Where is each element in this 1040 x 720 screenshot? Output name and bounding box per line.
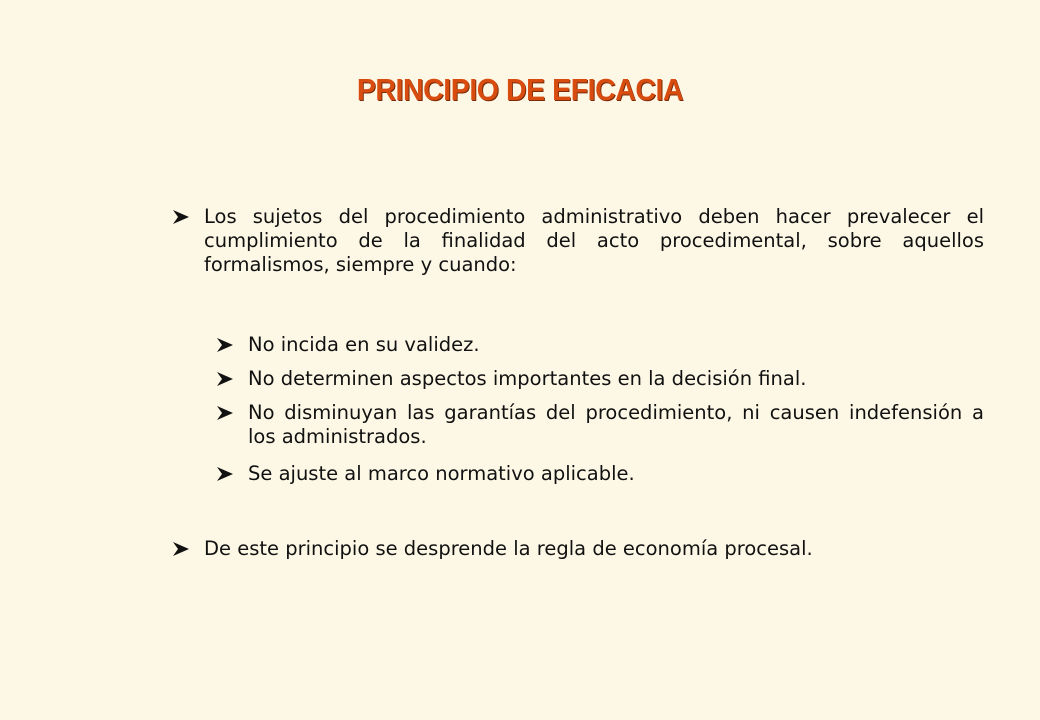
sub-bullet-item-2 bbox=[216, 367, 984, 391]
arrowhead-bullet-icon bbox=[216, 367, 248, 391]
bullet-item-main-2 bbox=[172, 537, 984, 561]
arrowhead-bullet-icon bbox=[172, 537, 204, 561]
slide-title: PRINCIPIO DE EFICACIA bbox=[356, 72, 684, 107]
arrowhead-bullet-icon bbox=[216, 333, 248, 357]
arrowhead-bullet-icon bbox=[172, 205, 204, 229]
arrowhead-bullet-icon bbox=[216, 462, 248, 486]
sub-bullet-item-4 bbox=[216, 462, 984, 486]
sub-bullet-text: Se ajuste al marco normativo aplicable. bbox=[248, 462, 635, 485]
sub-bullet-item-1 bbox=[216, 333, 984, 357]
bullet-item-main-1 bbox=[172, 205, 984, 277]
arrowhead-bullet-icon bbox=[216, 401, 248, 425]
sub-bullet-text: No disminuyan las garantías del procedimiento, ni causen indefensión a los administrados. bbox=[248, 401, 984, 448]
sub-bullet-item-3 bbox=[216, 401, 984, 449]
sub-bullet-text: No determinen aspectos importantes en la decisión final. bbox=[248, 367, 807, 390]
bullet-text: De este principio se desprende la regla de economía procesal. bbox=[204, 537, 813, 560]
bullet-text: Los sujetos del procedimiento administrativo deben hacer prevalecer el cumplimiento de la finalidad del acto procedimental, sobre aquellos formalismos, siempre y cuando: bbox=[204, 205, 984, 276]
sub-bullet-text: No incida en su validez. bbox=[248, 333, 480, 356]
